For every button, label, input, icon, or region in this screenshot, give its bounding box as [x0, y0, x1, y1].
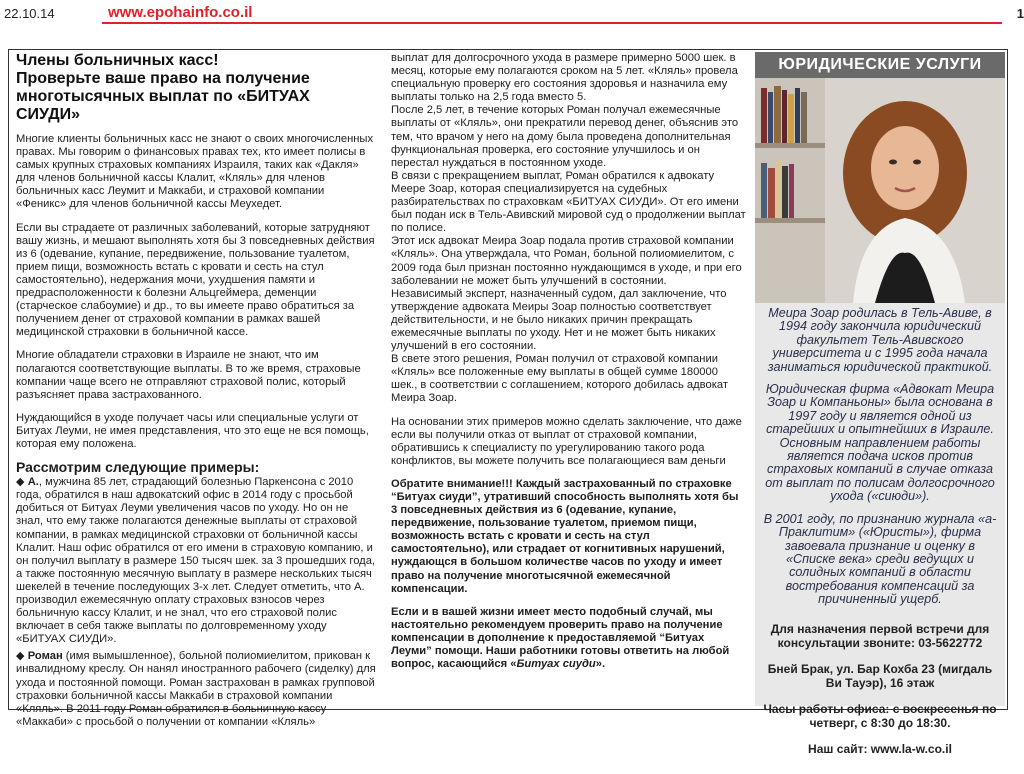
- headline-line-1: Члены больничных касс!: [16, 52, 219, 69]
- header-rule: [102, 22, 1002, 24]
- closing-end: ».: [595, 658, 606, 671]
- paragraph: Многие клиенты больничных касс не знают о своих многочисленных правах. Мы говорим о финансовых правах тех, кто имеет полисы в самых крупных страховых компаниях Израиля, таких как «Дакля» для членов больничной кассы Клалит, «Кляль» для членов больничных касс Леумит и Маккаби, и страховой компании «Феникс» для членов больничной кассы Меухедет.: [16, 133, 374, 211]
- page-header: [0, 0, 1024, 30]
- sidebar-title: ЮРИДИЧЕСКИЕ УСЛУГИ: [755, 52, 1005, 78]
- sidebar: [755, 52, 1005, 756]
- lawyer-bio: [755, 303, 1005, 607]
- closing-italic: Битуах сиуди: [516, 658, 596, 671]
- continued-text: [391, 52, 747, 406]
- attention-paragraph: Обратите внимание!!! Каждый застрахованный по страховке “Битуах сиуди”, утративший способность выполнять хотя бы 3 повседневных действия из 6 (одевание, купание, передвижение, пользование туалетом, приемом пищи, возможность встать с кровати и сесть на стул самостоятельно), или страдает от когнитивных нарушений, нуждающся в большом количестве часов по уходу и имеет право на получение многотысячной ежемесячной компенсации.: [391, 477, 739, 595]
- closing-text: Если и в вашей жизни имеет место подобный случай, мы настоятельно рекомендуем проверить право на получение компенсации в дополнение к предоставляемой “Битуах Леуми” помощи. Наши работники готовы ответить на любой вопрос, касающийся «: [391, 605, 730, 671]
- paragraph: выплат для долгосрочного ухода в размере примерно 5000 шек. в месяц, которые ему полагаются сроком на 5 лет. «Кляль» провела специальную проверку его состояния здоровья и назначила ему выплаты только на 2,5 года вместо 5.: [391, 52, 738, 104]
- paragraph: Многие обладатели страховки в Израиле не знают, что им полагаются соответствующие выплаты. В то же время, страховые компании чаще всего не отправляют страховой полис, который разъясняет права застрахованного.: [16, 349, 361, 401]
- contact-hours: Часы работы офиса: с воскресенья по четверг, с 8:30 до 18:30.: [763, 701, 997, 730]
- examples-list: [16, 476, 376, 729]
- example-a: ◆ А., мужчина 85 лет, страдающий болезнью Паркенсона с 2010 года, обратился в наш адвокатский офис в 2014 году с просьбой добиться от Битуах Леуми увеличения часов по уходу. Но он не знал, что ему также полагаются денежные выплаты от страховой компании, в рамках медицинской страховки от больничной кассы Клалит. Наш офис обратился от его имени в страховую компанию, и он получил выплату в размере 150 тысяч шек. за 3 прошедших года, а также постоянную месячную выплату в размере нескольких тысяч шекелей в течение последующих 3-х лет. Следует отметить, что А. производил ежемесячную оплату страховых взносов через больничную кассу Клалит, и не знал, что его страховой полис включает в себя также выплаты по долговременному уходу «БИТУАХ СИУДИ».: [16, 476, 376, 646]
- paragraph: Нуждающийся в уходе получает часы или специальные услуги от Битуах Леуми, не имея представления, что это еще не вся помощь, которая ему положена.: [16, 411, 369, 450]
- bio-paragraph: В 2001 году, по признанию журнала «а-Праклитим» («Юристы»), фирма завоевала признание и оценку в «Списке века» среди ведущих и солидных компаний в области востребования компенсаций за причиненный ущерб.: [763, 511, 997, 607]
- contact-website: Наш сайт: www.la-w.co.il: [808, 741, 952, 756]
- example-a-name: А.: [27, 476, 39, 489]
- paragraph: В свете этого решения, Роман получил от страховой компании «Кляль» все положенные ему выплаты в общей сумме 180000 шек., в соответствии с соглашением, которого добилась адвокат Меира Зоар.: [391, 353, 728, 405]
- headline: [16, 52, 376, 124]
- example-b: ◆ Роман (имя вымышленное), больной полиомиелитом, прикован к инвалидному креслу. Он нанял иностранного рабочего (сиделку) для ухода и постоянной помощи. Роман застрахован в рамках групповой страховки больничной кассы Маккаби в страховой компании «Кляль». В 2011 году Роман обратился в больничную кассу «Маккаби» с просьбой о получении от компании «Кляль»: [16, 650, 376, 728]
- conclusion-paragraph: На основании этих примеров можно сделать заключение, что даже если вы получили отказ от выплат от страховой компании, обратившись к специалисту по урегулированию такого рода конфликтов, вы можете получить все полагающиеся вам деньги: [391, 415, 742, 467]
- example-b-name: Роман: [27, 650, 63, 663]
- paragraph: Если вы страдаете от различных заболеваний, которые затрудняют вашу жизнь, и мешают выполнять хотя бы 3 повседневных действия из 6 (одевание, купание, передвижение, пользование туалетом, прием пищи, возможность встать с кровати и сесть на стул самостоятельно), недержания мочи, ухудшения памяти и предрасположенности к болезни Альцгеймера, деменции (старческое слабоумие) и др., то вы имеете право обратиться за получением денег от страховой компании в рамках вашей медицинской страховки в больничной кассе.: [16, 221, 375, 339]
- examples-heading: Рассмотрим следующие примеры:: [16, 459, 260, 476]
- article-column-1: [16, 52, 376, 733]
- contact-phone: Для назначения первой встречи для консультации звоните: 03-5622772: [770, 621, 990, 650]
- article-column-2: [391, 52, 747, 681]
- headline-line-2: Проверьте ваше право на получение многотысячных выплат по «БИТУАХ СИУДИ»: [16, 70, 310, 123]
- closing-paragraph: [391, 606, 747, 671]
- paragraph: Этот иск адвокат Меира Зоар подала против страховой компании «Кляль». Она утверждала, что Роман, больной полиомиелитом, с 2009 года был признан постоянно нуждающимся в уходе, и при его заболевании не может быть улучшений в состоянии.: [391, 235, 742, 287]
- paragraph: После 2,5 лет, в течение которых Роман получал ежемесячные выплаты от «Кляль», они прекратили перевод денег, объяснив это тем, что врачом у него на дому была проведена дополнительная функциональная проверка, его состояние улучшилось и он перестал нуждаться в постоянном уходе.: [391, 104, 739, 169]
- page-number: 1: [1016, 6, 1024, 21]
- issue-date: 22.10.14: [4, 6, 55, 21]
- site-url: www.epohainfo.co.il: [108, 4, 253, 21]
- example-a-text: , мужчина 85 лет, страдающий болезнью Паркенсона с 2010 года, обратился в наш адвокатский офис в 2014 году с просьбой добиться от Битуах Леуми увеличения часов по уходу. Но он не знал, что ему также полагаются денежные выплаты от страховой компании, в рамках медицинской страховки от больничной кассы Клалит. Наш офис обратился от его имени в страховую компанию, и он получил выплату в размере 150 тысяч шек. за 3 прошедших года, а также постоянную месячную выплату в размере нескольких тысяч шекелей в течение последующих 3-х лет. Следует отметить, что А. производил ежемесячную оплату страховых взносов через больничную кассу Клалит, и не знал, что его страховой полис включает в себя также выплаты по долговременному уходу «БИТУАХ СИУДИ».: [16, 476, 376, 646]
- paragraph: Независимый эксперт, назначенный судом, дал заключение, что утверждение адвоката Меиры Зоар полностью соответствует действительности, и не было никаких причин прекращать ежемесячные выплаты по уходу. Нет и не может быть никаких улучшений в его состоянии.: [391, 287, 727, 353]
- paragraph: В связи с прекращением выплат, Роман обратился к адвокату Меере Зоар, которая специализируется на судебных разбирательствах по страховкам «БИТУАХ СИУДИ». От его имени был подан иск в Тель-Авивский мировой суд о продолжении выплат по полисе.: [391, 169, 746, 235]
- example-b-text: (имя вымышленное), больной полиомиелитом, прикован к инвалидному креслу. Он нанял иностранного рабочего (сиделку) для ухода и постоянной помощи. Роман застрахован в рамках групповой страховки больничной кассы Маккаби в страховой компании «Кляль». В 2011 году Роман обратился в больничную кассу «Маккаби» с просьбой о получении от компании «Кляль»: [16, 650, 376, 728]
- contact-info: [755, 616, 1005, 774]
- lawyer-photo: [755, 78, 1005, 303]
- bio-paragraph: Меира Зоар родилась в Тель-Авиве, в 1994 году закончила юридический факультет Тель-Авивского университета и с 1995 года начала заниматься юридической практикой.: [767, 306, 993, 374]
- bio-paragraph: Юридическая фирма «Адвокат Меира Зоар и Компаньоны» была основана в 1997 году и является одной из старейших и опытнейших в Израиле. Основным направлением работы является подача исков против страховых компаний в случае отказа от выплат по полисам долгосрочного ухода («сиюди»).: [765, 382, 995, 504]
- contact-address: Бней Брак, ул. Бар Кохба 23 (мигдаль Ви Тауэр), 16 этаж: [767, 661, 993, 690]
- lawyer-portrait-illustration: [755, 78, 1005, 303]
